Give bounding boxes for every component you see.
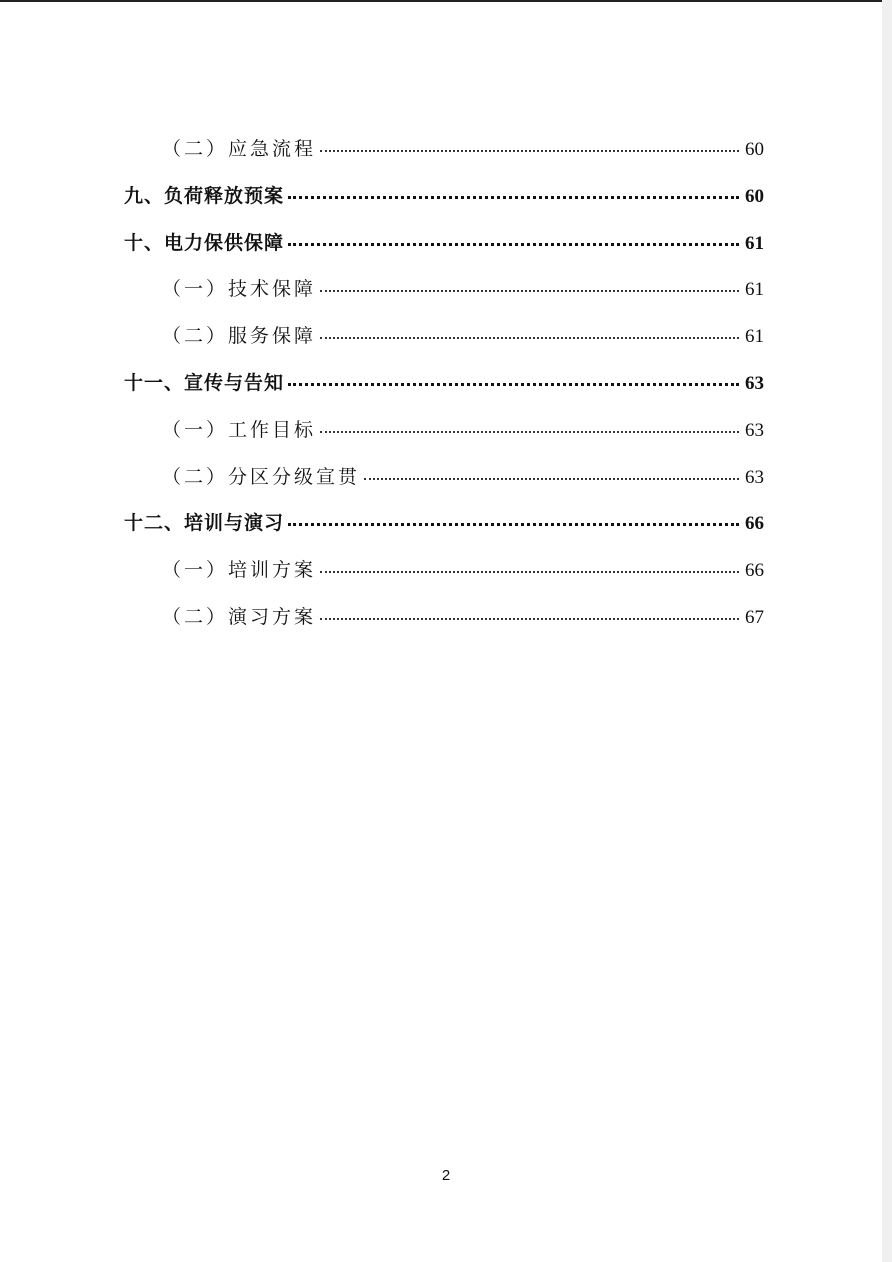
toc-entry-title: （一）培训方案 (162, 559, 317, 582)
toc-entry-title: 十二、培训与演习 (124, 512, 285, 535)
toc-entry-page: 63 (745, 466, 764, 488)
page-number: 2 (441, 1167, 451, 1184)
toc-entry-training-drills[interactable] (124, 508, 764, 555)
dot-leader (288, 383, 739, 386)
toc-entry-publicity-notification[interactable] (124, 368, 764, 415)
toc-entry-title: 十、电力保供保障 (124, 231, 285, 254)
toc-entry-service-support[interactable] (124, 321, 764, 368)
toc-entry-title: （二）分区分级宣贯 (162, 465, 361, 488)
dot-leader (320, 337, 739, 339)
toc-entry-work-objectives[interactable] (124, 415, 764, 462)
toc-entry-page: 61 (745, 279, 764, 301)
dot-leader (288, 196, 739, 199)
dot-leader (320, 431, 739, 433)
toc-entry-page: 66 (745, 513, 764, 535)
toc-entry-title: 九、负荷释放预案 (124, 184, 285, 207)
dot-leader (320, 290, 739, 292)
toc-entry-page: 60 (745, 139, 764, 160)
dot-leader (364, 478, 739, 480)
dot-leader (288, 243, 739, 246)
toc-entry-page: 66 (745, 560, 764, 582)
toc-entry-title: （二）服务保障 (162, 325, 317, 348)
toc-entry-load-release-plan[interactable] (124, 181, 764, 228)
top-border-line (0, 0, 892, 2)
toc-entry-title: （一）技术保障 (162, 278, 317, 301)
toc-entry-page: 67 (745, 606, 764, 628)
page-edge-shade (882, 0, 892, 1262)
toc-entry-training-plan[interactable] (124, 555, 764, 602)
toc-entry-technical-support[interactable] (124, 274, 764, 321)
toc-entry-page: 63 (745, 372, 764, 394)
toc-entry-title: （二）演习方案 (162, 605, 317, 628)
toc-entry-title: （二）应急流程 (162, 138, 317, 160)
table-of-contents (124, 134, 764, 649)
toc-entry-page: 61 (745, 232, 764, 254)
toc-entry-title: （一）工作目标 (162, 418, 317, 441)
toc-entry-zoned-publicity[interactable] (124, 462, 764, 509)
dot-leader (320, 571, 739, 573)
toc-entry-drill-plan[interactable] (124, 602, 764, 649)
toc-entry-title: 十一、宣传与告知 (124, 371, 285, 394)
toc-entry-power-supply-guarantee[interactable] (124, 228, 764, 275)
toc-entry-page: 63 (745, 419, 764, 441)
dot-leader (288, 523, 739, 526)
dot-leader (320, 150, 739, 152)
toc-entry-page: 60 (745, 185, 764, 207)
dot-leader (320, 618, 739, 620)
toc-entry-page: 61 (745, 326, 764, 348)
toc-entry-emergency-process[interactable] (124, 134, 764, 181)
